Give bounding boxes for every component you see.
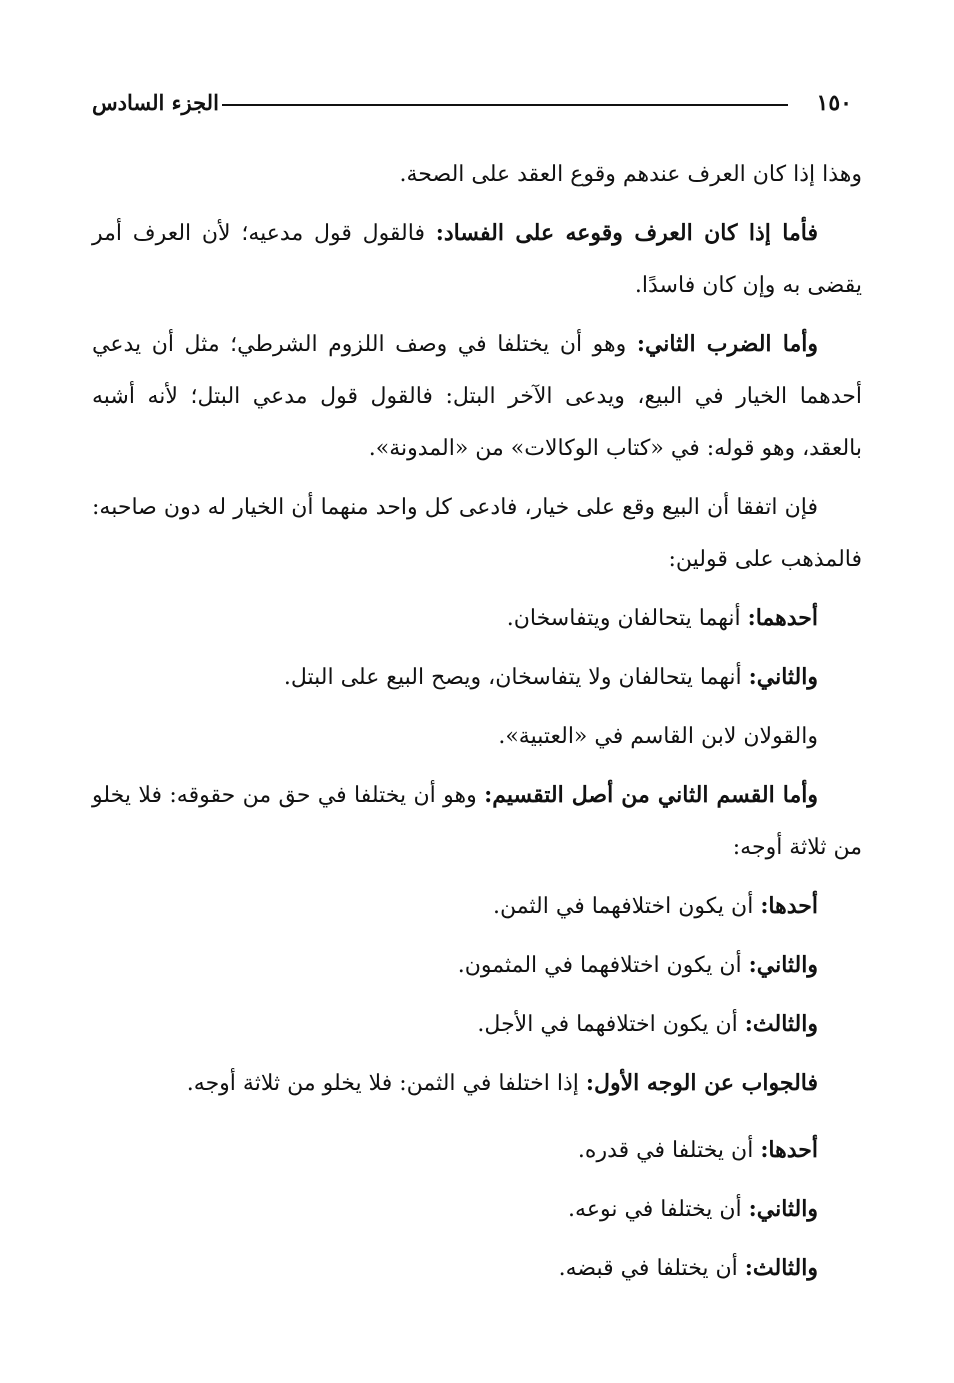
paragraph	[92, 1057, 862, 1110]
paragraph	[92, 318, 862, 475]
item-text: أن يكون اختلافهما في الثمن.	[492, 894, 761, 919]
page-body	[92, 148, 862, 1301]
paragraph	[92, 769, 862, 874]
item-text: أنهما يتحالفان ويتفاسخان.	[506, 606, 748, 631]
paragraph-text: فالقول قول مدعيه؛ لأن العرف أمر يقضى به وإن كان فاسدًا.	[92, 221, 862, 298]
list-item	[92, 592, 862, 645]
list-item	[92, 651, 862, 704]
paragraph-lead: فالجواب عن الوجه الأول:	[585, 1070, 818, 1096]
item-lead: أحدهما:	[747, 605, 818, 631]
list-item	[92, 1242, 862, 1295]
paragraph-lead: فأما إذا كان العرف وقوعه على الفساد:	[435, 220, 818, 246]
item-lead: والثاني:	[748, 952, 818, 978]
header-rule	[222, 104, 788, 106]
item-text: أن يختلفا في قبضه.	[558, 1256, 745, 1281]
paragraph-text: وهذا إذا كان العرف عندهم وقوع العقد على الصحة.	[399, 162, 862, 187]
page-number: ١٥٠	[816, 90, 852, 116]
list-item	[92, 1124, 862, 1177]
list-item	[92, 1183, 862, 1236]
list-item	[92, 939, 862, 992]
item-lead: أحدها:	[760, 893, 818, 919]
running-title: الجزء السادس	[92, 90, 219, 115]
paragraph	[92, 148, 862, 201]
item-text: أنهما يتحالفان ولا يتفاسخان، ويصح البيع على البتل.	[283, 665, 749, 690]
paragraph-lead: وأما القسم الثاني من أصل التقسيم:	[484, 782, 818, 808]
item-text: أن يختلفا في قدره.	[577, 1138, 761, 1163]
item-lead: أحدها:	[760, 1137, 818, 1163]
page-header	[92, 88, 852, 124]
paragraph	[92, 207, 862, 312]
item-text: أن يكون اختلافهما في المثمون.	[457, 953, 749, 978]
paragraph-text: وهو أن يختلفا في وصف اللزوم الشرطي؛ مثل أن يدعي أحدهما الخيار في البيع، ويدعى الآخر البتل: فالقول قول مدعي البتل؛ لأنه أشبه بالعقد، وهو قوله: في «كتاب الوكالات» من «المدونة».	[92, 332, 862, 461]
item-lead: والثالث:	[744, 1011, 818, 1037]
list-item	[92, 998, 862, 1051]
item-text: أن يكون اختلافهما في الأجل.	[477, 1012, 745, 1037]
paragraph	[92, 710, 862, 763]
list-item	[92, 880, 862, 933]
paragraph-text: والقولان لابن القاسم في «العتبية».	[498, 724, 818, 749]
paragraph-lead: وأما الضرب الثاني:	[636, 331, 818, 357]
paragraph-text: فإن اتفقا أن البيع وقع على خيار، فادعى كل واحد منهما أن الخيار له دون صاحبه: فالمذهب على قولين:	[92, 495, 862, 572]
item-lead: والثالث:	[744, 1255, 818, 1281]
spacer	[92, 1116, 862, 1124]
item-lead: والثاني:	[748, 664, 818, 690]
item-lead: والثاني:	[748, 1196, 818, 1222]
paragraph-text: إذا اختلفا في الثمن: فلا يخلو من ثلاثة أوجه.	[186, 1071, 586, 1096]
paragraph	[92, 481, 862, 586]
item-text: أن يختلفا في نوعه.	[568, 1197, 749, 1222]
paragraph-text: وهو أن يختلفا في حق من حقوقه: فلا يخلو من ثلاثة أوجه:	[92, 783, 862, 860]
